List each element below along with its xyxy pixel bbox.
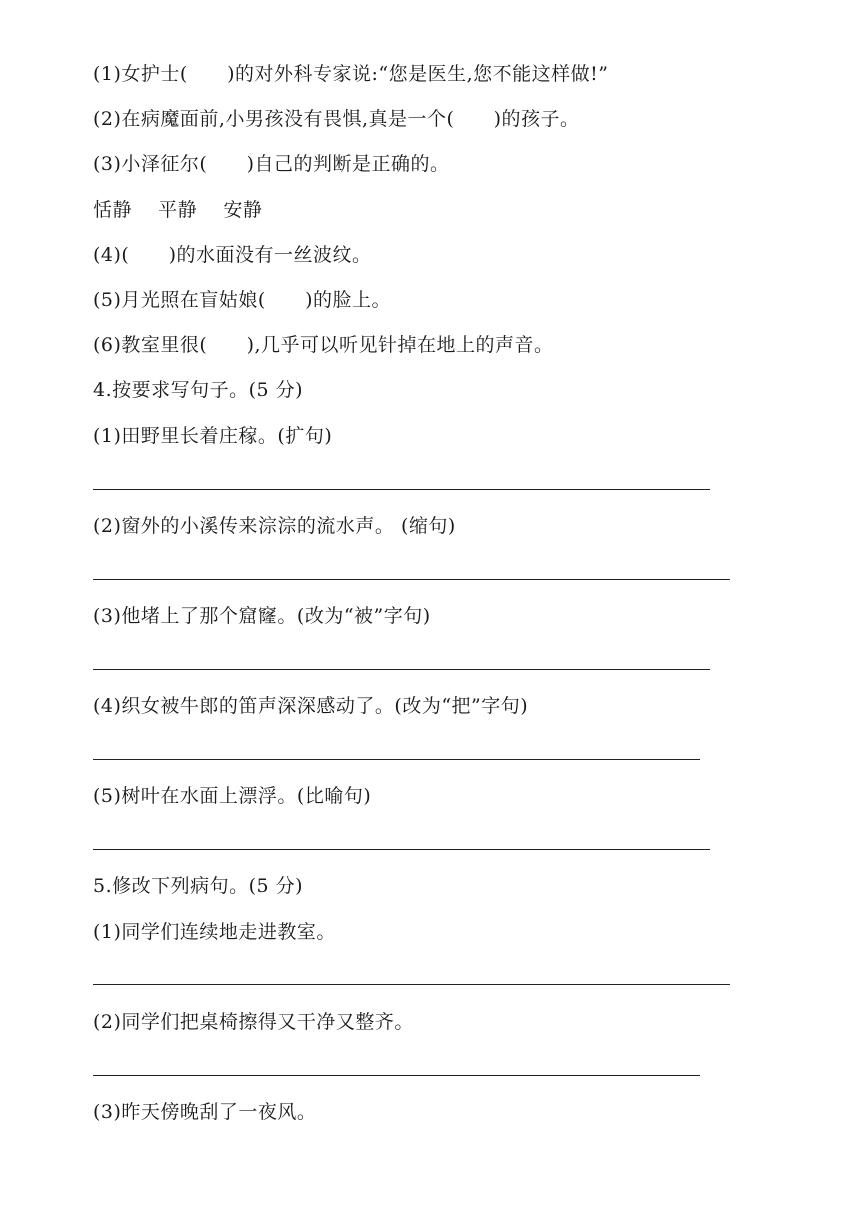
answer-line — [93, 669, 710, 670]
question-4-item-2: (2)窗外的小溪传来淙淙的流水声。 (缩句) — [93, 515, 456, 537]
answer-line — [93, 759, 700, 760]
question-4-item-5: (5)树叶在水面上漂浮。(比喻句) — [93, 785, 372, 807]
section-5-heading: 5.修改下列病句。(5 分) — [93, 875, 304, 897]
answer-line — [93, 1075, 700, 1076]
question-4-item-4: (4)织女被牛郎的笛声深深感动了。(改为“把”字句) — [93, 695, 529, 717]
question-3-item-2: (2)在病魔面前,小男孩没有畏惧,真是一个( )的孩子。 — [93, 108, 580, 130]
answer-line — [93, 579, 730, 580]
answer-line — [93, 489, 710, 490]
question-5-item-2: (2)同学们把桌椅擦得又干净又整齐。 — [93, 1011, 414, 1033]
question-4-item-1: (1)田野里长着庄稼。(扩句) — [93, 425, 333, 447]
question-5-item-1: (1)同学们连续地走进教室。 — [93, 921, 336, 943]
question-3-item-1: (1)女护士( )的对外科专家说:“您是医生,您不能这样做!” — [93, 63, 609, 85]
question-5-item-3: (3)昨天傍晚刮了一夜风。 — [93, 1101, 317, 1123]
question-3-item-5: (5)月光照在盲姑娘( )的脸上。 — [93, 289, 391, 311]
word-options: 恬静 平静 安静 — [93, 199, 263, 221]
answer-line — [93, 849, 710, 850]
section-4-heading: 4.按要求写句子。(5 分) — [93, 379, 304, 401]
answer-line — [93, 984, 730, 985]
question-3-item-6: (6)教室里很( ),几乎可以听见针掉在地上的声音。 — [93, 334, 554, 356]
question-3-item-4: (4)( )的水面没有一丝波纹。 — [93, 244, 372, 266]
question-3-item-3: (3)小泽征尔( )自己的判断是正确的。 — [93, 153, 450, 175]
question-4-item-3: (3)他堵上了那个窟窿。(改为“被”字句) — [93, 605, 431, 627]
